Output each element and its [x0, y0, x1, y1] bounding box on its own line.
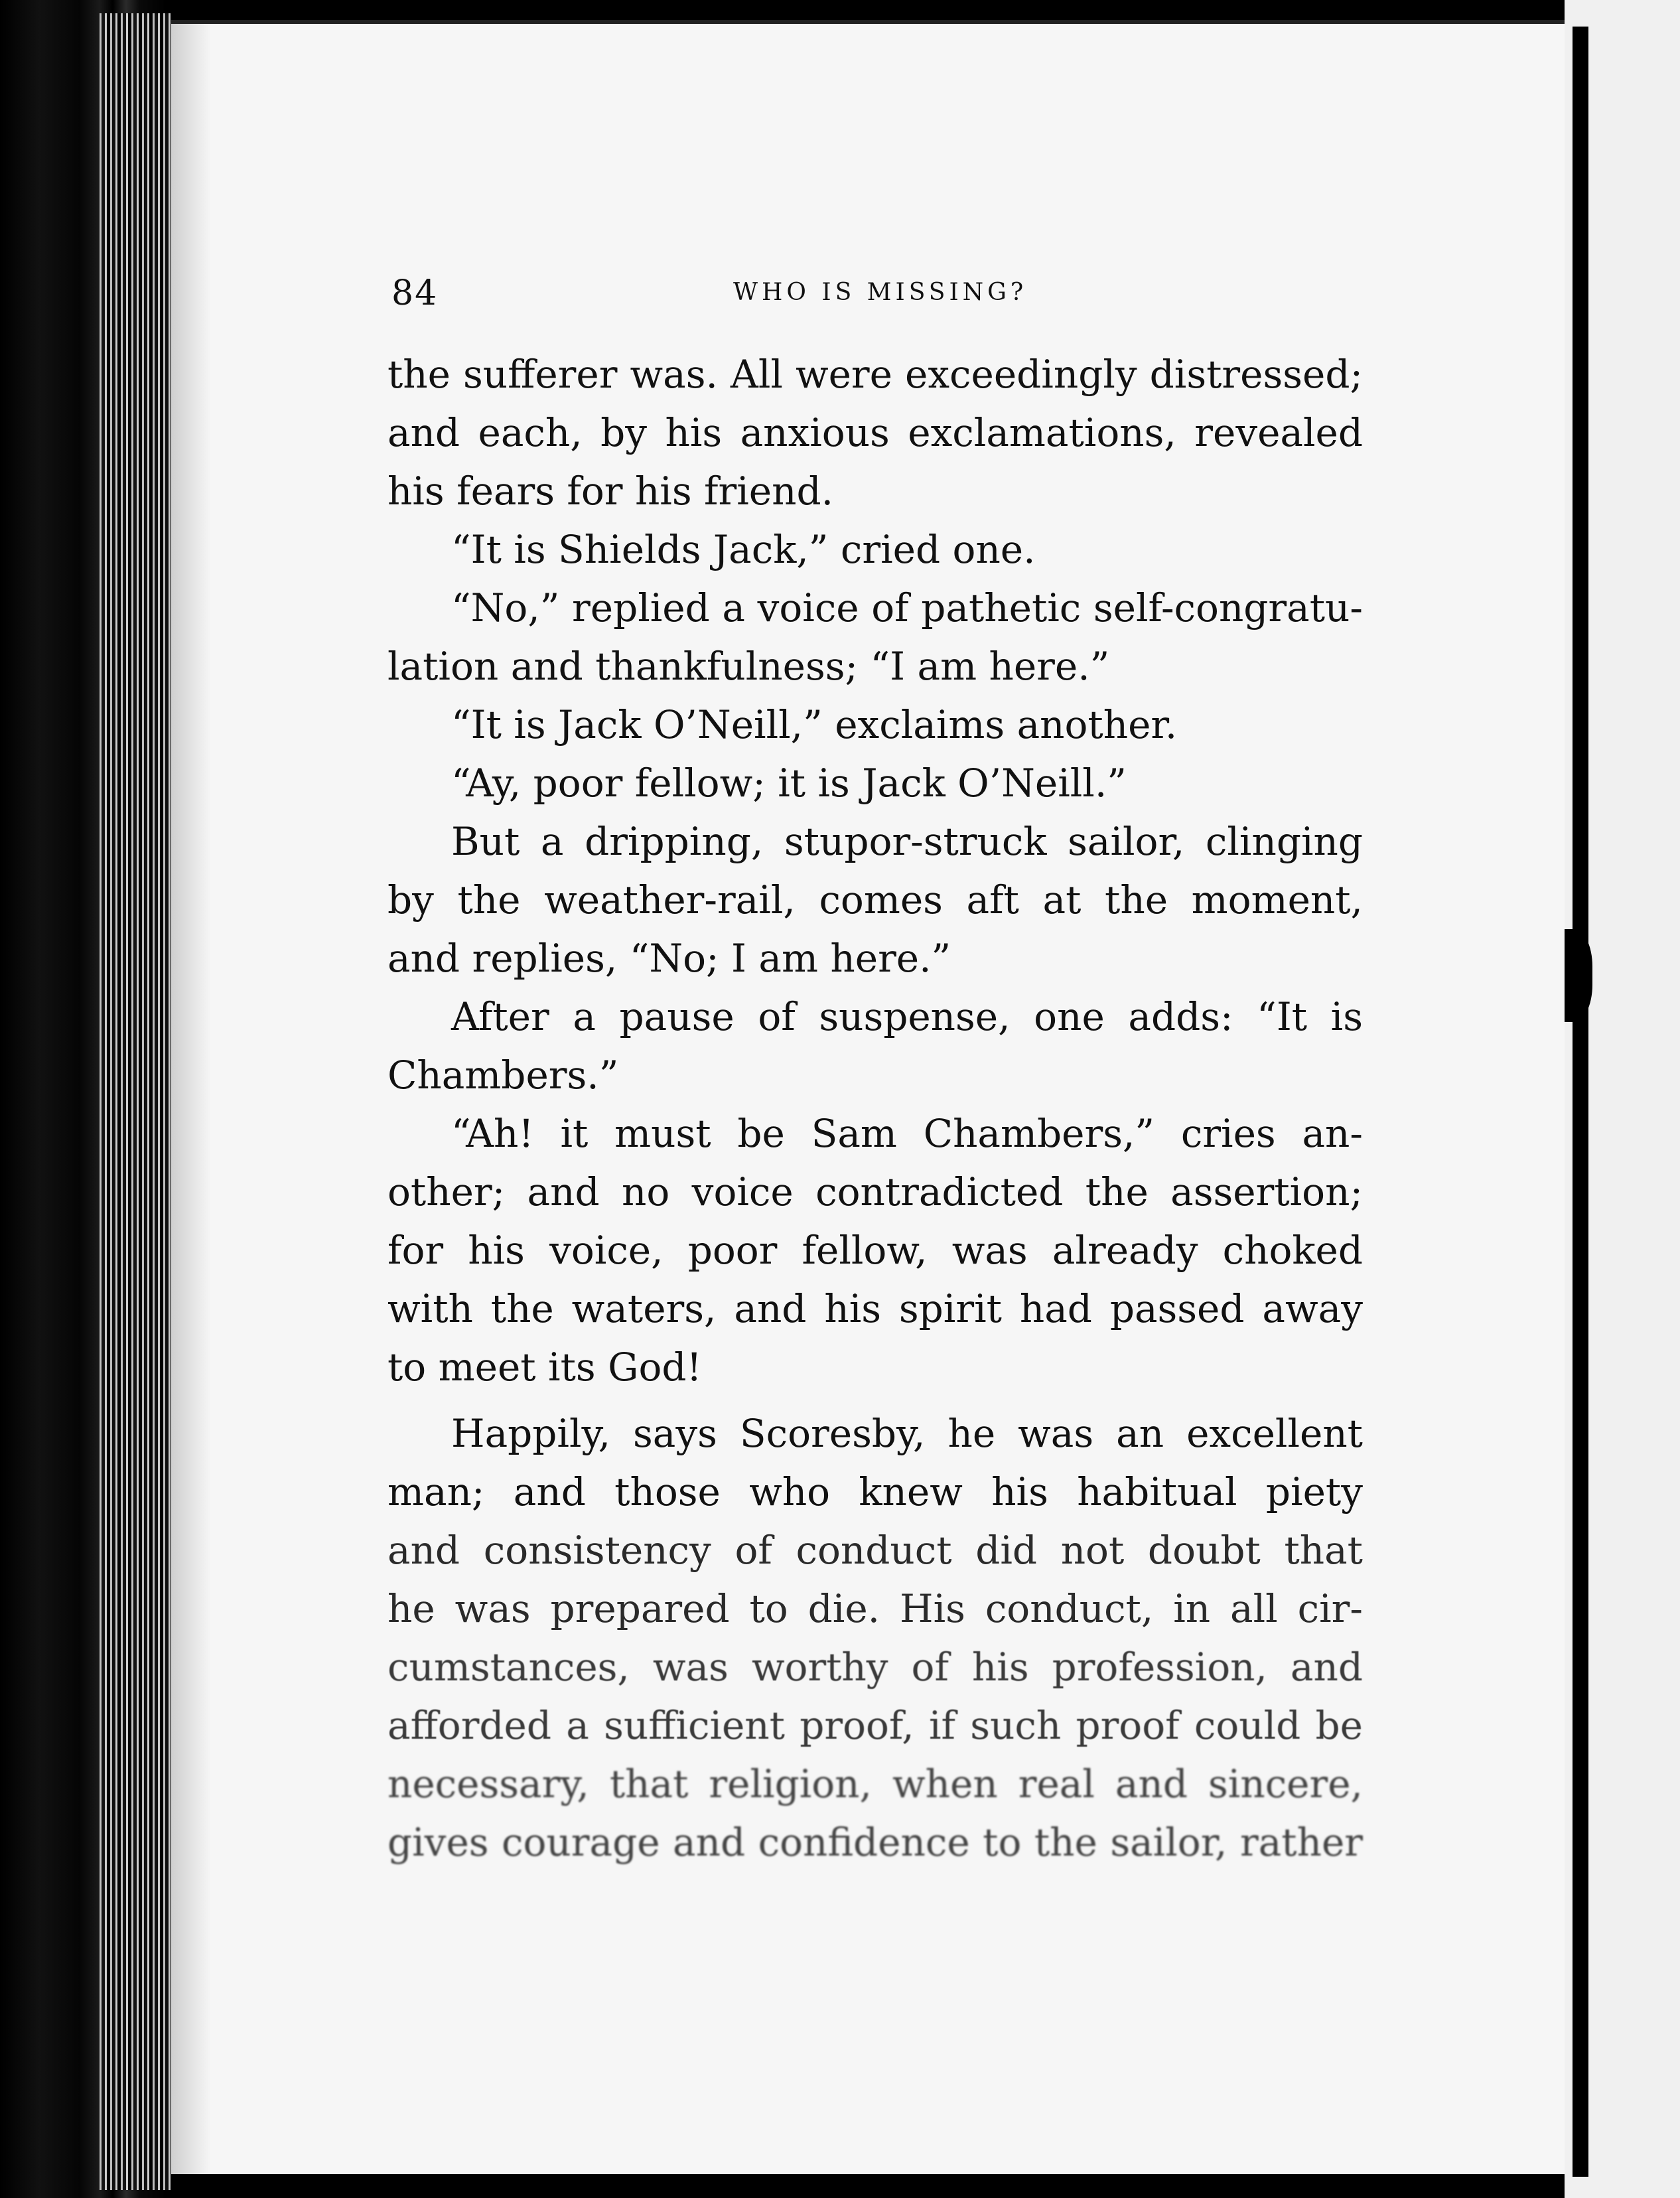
text-line: cumstances, was worthy of his profession, and	[387, 1645, 1363, 1690]
text-line: man; and those who knew his habitual piety	[387, 1469, 1363, 1514]
page-number: 84	[391, 273, 439, 313]
gutter-shadow	[1573, 27, 1588, 2177]
text-line: with the waters, and his spirit had passed away	[387, 1286, 1363, 1331]
text-line: and replies, “No; I am here.”	[387, 936, 951, 981]
text-line: “It is Jack O’Neill,” exclaims another.	[451, 702, 1178, 747]
text-line: necessary, that religion, when real and sincere,	[387, 1761, 1363, 1806]
running-head	[391, 273, 1586, 327]
text-line: lation and thankfulness; “I am here.”	[387, 644, 1110, 689]
text-line: for his voice, poor fellow, was already choked	[387, 1228, 1363, 1273]
page-shadow	[171, 24, 211, 2174]
text-line: his fears for his friend.	[387, 469, 834, 514]
text-line: the sufferer was. All were exceedingly distressed;	[387, 352, 1363, 397]
text-line: “Ah! it must be Sam Chambers,” cries an-	[451, 1111, 1363, 1156]
text-line: After a pause of suspense, one adds: “It is	[451, 994, 1363, 1039]
text-line: “It is Shields Jack,” cried one.	[451, 527, 1036, 572]
text-line: other; and no voice contradicted the assertion;	[387, 1169, 1363, 1214]
text-line: to meet its God!	[387, 1345, 702, 1390]
running-title: WHO IS MISSING?	[733, 279, 1028, 306]
text-line: “No,” replied a voice of pathetic self-congratu-	[451, 585, 1363, 630]
text-line: afforded a sufficient proof, if such proof could be	[387, 1703, 1363, 1748]
text-line: Chambers.”	[387, 1053, 619, 1098]
text-line: by the weather-rail, comes aft at the moment,	[387, 877, 1363, 922]
text-line: gives courage and confidence to the sailor, rather	[387, 1820, 1363, 1865]
body-text	[387, 345, 1363, 1871]
text-line: he was prepared to die. His conduct, in all cir-	[387, 1586, 1363, 1631]
text-line: But a dripping, stupor-struck sailor, clinging	[451, 819, 1363, 864]
text-line: “Ay, poor fellow; it is Jack O’Neill.”	[451, 761, 1127, 806]
page-edges	[100, 13, 173, 2190]
text-line: and each, by his anxious exclamations, revealed	[387, 410, 1363, 455]
text-line: Happily, says Scoresby, he was an excellent	[451, 1411, 1363, 1456]
text-line: and consistency of conduct did not doubt that	[387, 1528, 1363, 1573]
